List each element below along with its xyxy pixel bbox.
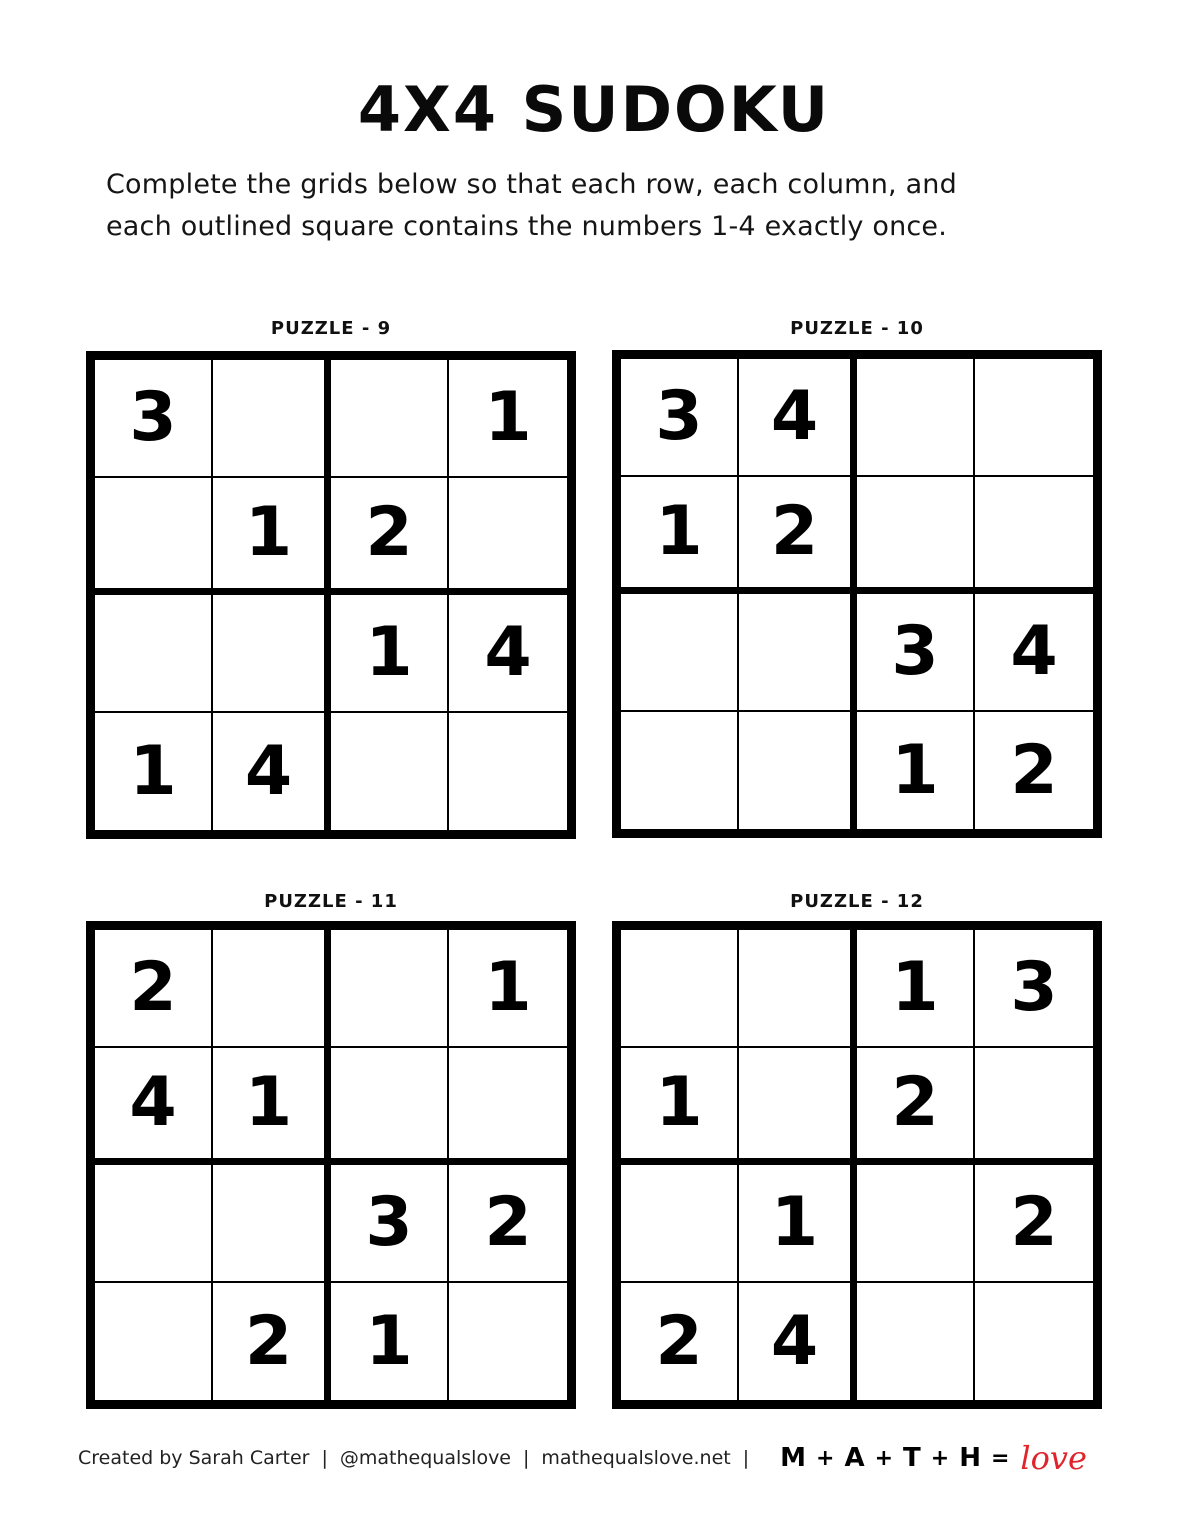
- grid-cell[interactable]: [857, 1165, 975, 1283]
- brand-letter: T: [903, 1443, 921, 1473]
- grid-cell[interactable]: [857, 477, 975, 595]
- page-title: 4X4 SUDOKU: [357, 73, 831, 146]
- grid-cell[interactable]: 1: [621, 1048, 739, 1166]
- footer-credit: Created by Sarah Carter: [78, 1447, 310, 1469]
- footer: [78, 1438, 1138, 1478]
- grid-cell[interactable]: 1: [213, 478, 331, 596]
- equals-icon: =: [990, 1445, 1010, 1471]
- grid-cell[interactable]: 4: [449, 595, 567, 713]
- grid-cell[interactable]: 4: [95, 1048, 213, 1166]
- grid-cell[interactable]: [449, 1048, 567, 1166]
- sudoku-grid: [86, 921, 576, 1409]
- brand-letter: A: [844, 1443, 865, 1473]
- grid-cell[interactable]: 1: [449, 930, 567, 1048]
- grid-cell[interactable]: 1: [95, 713, 213, 831]
- footer-separator: |: [523, 1447, 530, 1469]
- grid-cell[interactable]: 4: [739, 359, 857, 477]
- grid-cell[interactable]: 1: [857, 930, 975, 1048]
- grid-cell[interactable]: [621, 712, 739, 830]
- puzzle-10: [612, 318, 1102, 810]
- grid-cell[interactable]: 2: [975, 1165, 1093, 1283]
- grid-cell[interactable]: [449, 713, 567, 831]
- footer-handle[interactable]: @mathequalslove: [339, 1447, 511, 1469]
- footer-website[interactable]: mathequalslove.net: [541, 1447, 731, 1469]
- puzzle-label: PUZZLE - 12: [790, 891, 924, 912]
- grid-cell[interactable]: [213, 930, 331, 1048]
- puzzle-11: [86, 891, 576, 1381]
- grid-cell[interactable]: [95, 1283, 213, 1401]
- grid-cell[interactable]: [975, 1283, 1093, 1401]
- grid-cell[interactable]: 2: [857, 1048, 975, 1166]
- instructions-line-1: Complete the grids below so that each row, each column, and: [106, 169, 957, 200]
- grid-cell[interactable]: 2: [331, 478, 449, 596]
- grid-cell[interactable]: 3: [95, 360, 213, 478]
- grid-cell[interactable]: [331, 1048, 449, 1166]
- grid-cell[interactable]: [95, 595, 213, 713]
- plus-icon: +: [816, 1445, 835, 1471]
- brand-love-script: love: [1020, 1439, 1087, 1477]
- sudoku-grid: [612, 921, 1102, 1409]
- grid-cell[interactable]: [739, 1048, 857, 1166]
- puzzle-label: PUZZLE - 9: [270, 318, 392, 339]
- grid-cell[interactable]: 1: [331, 1283, 449, 1401]
- grid-cell[interactable]: [739, 712, 857, 830]
- grid-cell[interactable]: 4: [975, 594, 1093, 712]
- instructions: [106, 164, 1106, 248]
- grid-cell[interactable]: [975, 1048, 1093, 1166]
- grid-cell[interactable]: [857, 359, 975, 477]
- grid-cell[interactable]: [857, 1283, 975, 1401]
- grid-cell[interactable]: 4: [213, 713, 331, 831]
- grid-cell[interactable]: 2: [449, 1165, 567, 1283]
- grid-cell[interactable]: [975, 359, 1093, 477]
- grid-cell[interactable]: [975, 477, 1093, 595]
- grid-cell[interactable]: [739, 930, 857, 1048]
- grid-cell[interactable]: [213, 1165, 331, 1283]
- grid-cell[interactable]: 2: [1010, 730, 1058, 810]
- grid-cell[interactable]: 1: [449, 360, 567, 478]
- grid-cell[interactable]: [331, 930, 449, 1048]
- grid-cell[interactable]: [331, 360, 449, 478]
- grid-cell[interactable]: 1: [857, 712, 975, 830]
- grid-cell[interactable]: 2: [621, 1283, 739, 1401]
- grid-cell[interactable]: [449, 478, 567, 596]
- grid-cell[interactable]: 1: [739, 1165, 857, 1283]
- plus-icon: +: [874, 1445, 894, 1471]
- grid-cell[interactable]: 3: [331, 1165, 449, 1283]
- grid-cell[interactable]: [95, 478, 213, 596]
- grid-cell[interactable]: [331, 713, 449, 831]
- grid-cell[interactable]: 3: [857, 594, 975, 712]
- brand-letter: M: [780, 1443, 807, 1473]
- puzzle-label: PUZZLE - 10: [790, 318, 924, 339]
- grid-cell[interactable]: 2: [95, 930, 213, 1048]
- grid-cell[interactable]: 2: [739, 477, 857, 595]
- brand-letter: H: [959, 1443, 981, 1473]
- sudoku-grid: [612, 350, 1102, 838]
- grid-cell[interactable]: 1: [331, 595, 449, 713]
- grid-cell[interactable]: 1: [213, 1048, 331, 1166]
- grid-cell[interactable]: [213, 595, 331, 713]
- grid-cell[interactable]: [621, 1165, 739, 1283]
- grid-cell[interactable]: 3: [975, 930, 1093, 1048]
- grid-cell[interactable]: 2: [213, 1283, 331, 1401]
- grid-cell[interactable]: [621, 930, 739, 1048]
- grid-cell[interactable]: 4: [739, 1283, 857, 1401]
- grid-cell[interactable]: [739, 594, 857, 712]
- grid-cell[interactable]: [621, 594, 739, 712]
- plus-icon: +: [930, 1445, 950, 1471]
- grid-cell[interactable]: [213, 360, 331, 478]
- footer-separator: |: [321, 1447, 328, 1469]
- footer-separator: |: [742, 1447, 750, 1469]
- grid-cell[interactable]: [449, 1283, 567, 1401]
- puzzle-label: PUZZLE - 11: [264, 891, 398, 912]
- grid-cell[interactable]: [95, 1165, 213, 1283]
- grid-cell[interactable]: 1: [621, 477, 739, 595]
- puzzle-12: [612, 891, 1102, 1381]
- brand-logo: [775, 1439, 1092, 1477]
- grid-cell[interactable]: 3: [621, 359, 739, 477]
- instructions-line-2: each outlined square contains the numbers 1-4 exactly once.: [106, 211, 948, 242]
- puzzle-9: [86, 318, 576, 811]
- sudoku-grid: [86, 351, 576, 839]
